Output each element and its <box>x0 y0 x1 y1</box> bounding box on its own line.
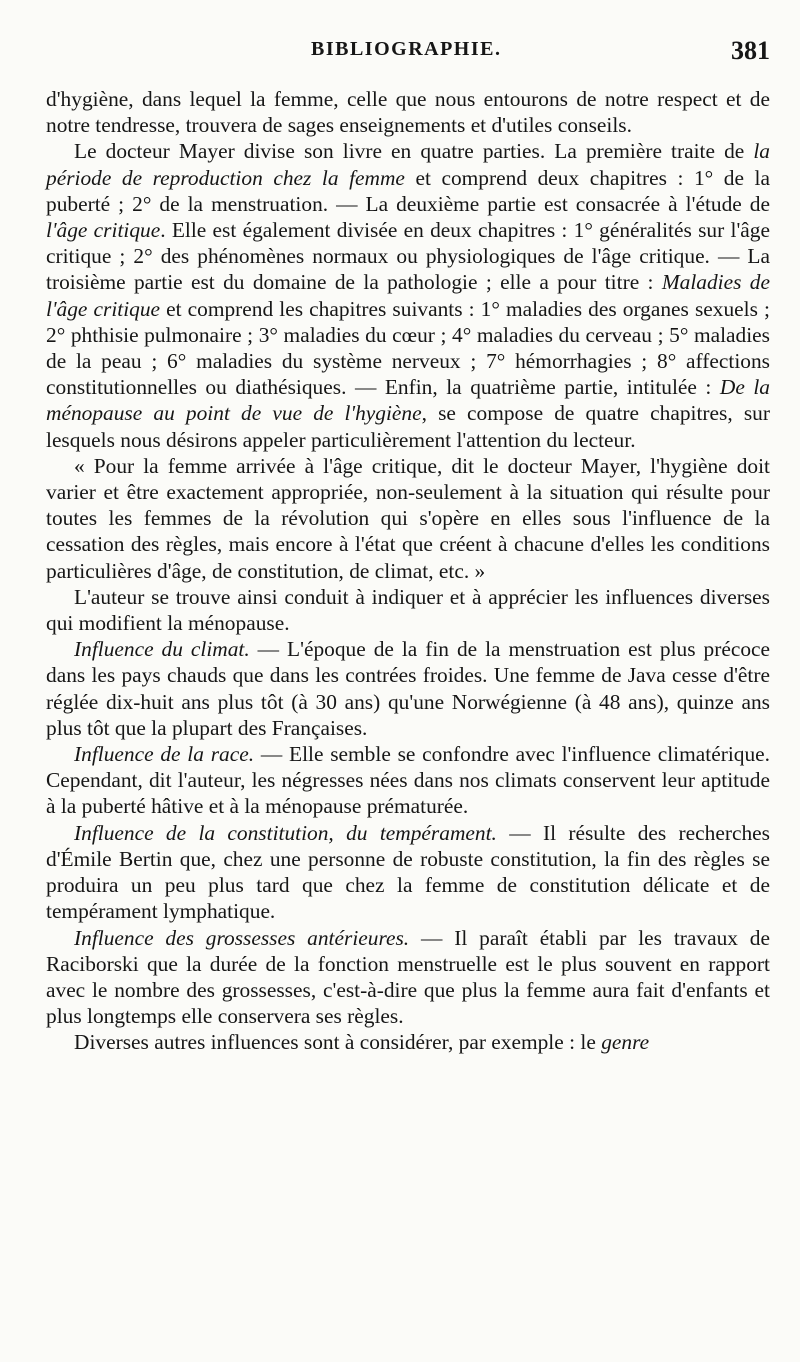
paragraph-text: , se compose de quatre chapitres, sur lesquels nous désirons appeler particulièrement l'attention du lecteur. <box>46 401 770 452</box>
italic-text: Influence de la constitution, du tempérament. <box>74 820 497 845</box>
paragraph <box>46 1029 770 1055</box>
paragraph <box>46 138 770 452</box>
paragraph-text: et comprend deux chapitres : 1° de la puberté ; 2° de la menstruation. — La deuxième partie est consacrée à l'étude de <box>46 165 770 216</box>
paragraph-text: — Il paraît établi par les travaux de Raciborski que la durée de la fonction menstruelle est le plus souvent en rapport avec le nombre des grossesses, c'est-à-dire que plus la femme aura fait d'enfants et plus longtemps elle conservera ses règles. <box>46 925 770 1029</box>
paragraph-text: « Pour la femme arrivée à l'âge critique, dit le docteur Mayer, l'hygiène doit varier et être exactement appropriée, non-seulement à la situation qui résulte pour toutes les femmes de la révolution qui s'opère en elles sous l'influence de la cessation des règles, mais encore à l'état que créent à chacune d'elles les conditions particulières d'âge, de constitution, de climat, etc. » <box>46 453 770 583</box>
italic-text: l'âge critique <box>46 218 161 243</box>
paragraph-text: — L'époque de la fin de la menstruation est plus précoce dans les pays chauds que dans les contrées froides. Une femme de Java cesse d'être réglée dix-huit ans plus tôt (à 30 ans) qu'une Norwégienne (à 48 ans), quinze ans plus tôt que la plupart des Françaises. <box>46 637 771 740</box>
paragraph-text: L'auteur se trouve ainsi conduit à indiquer et à apprécier les influences diverses qui modifient la ménopause. <box>46 584 770 636</box>
paragraph-text: d'hygiène, dans lequel la femme, celle que nous entourons de notre respect et de notre tendresse, trouvera de sages enseignements et d'utiles conseils. <box>46 87 770 138</box>
paragraph <box>46 86 770 138</box>
book-page <box>46 28 770 1056</box>
paragraph-text: Le docteur Mayer divise son livre en quatre parties. La première traite de <box>74 139 754 164</box>
paragraph-text: — Elle semble se confondre avec l'influence climatérique. Cependant, dit l'auteur, les négresses nées dans nos climats conservent leur aptitude à la puberté hâtive et à la ménopause prématurée. <box>46 742 770 819</box>
italic-text: Maladies de l'âge critique <box>46 270 770 321</box>
italic-text: De la ménopause au point de vue de l'hygiène <box>46 375 770 426</box>
paragraph <box>46 584 770 636</box>
paragraph-text: — Il résulte des recherches d'Émile Bertin que, chez une personne de robuste constitution, la fin des règles se produira un peu plus tard que chez la femme de constitution délicate et de tempérament lymphatique. <box>46 820 770 924</box>
paragraph <box>46 820 770 925</box>
italic-text: Influence du climat. <box>74 637 250 662</box>
paragraph <box>46 925 770 1030</box>
paragraph <box>46 636 770 741</box>
italic-text: Influence des grossesses antérieures. <box>74 925 410 950</box>
italic-text: genre <box>601 1030 650 1055</box>
italic-text: Influence de la race. <box>74 742 255 767</box>
paragraph-text: et comprend les chapitres suivants : 1° maladies des organes sexuels ; 2° phthisie pulmonaire ; 3° maladies du cœur ; 4° maladies du cerveau ; 5° maladies de la peau ; 6° maladies du système nerveux ; 7° hémorrhagies ; 8° affections constitutionnelles ou diathésiques. — Enfin, la quatrième partie, intitulée : <box>46 296 770 400</box>
paragraph-text: Diverses autres influences sont à considérer, par exemple : le <box>74 1030 602 1055</box>
paragraph <box>46 453 770 584</box>
italic-text: la période de reproduction chez la femme <box>46 139 770 190</box>
page-header <box>46 28 770 86</box>
paragraph <box>46 741 770 820</box>
page-number: 381 <box>731 36 770 65</box>
running-title: BIBLIOGRAPHIE. <box>311 38 502 60</box>
paragraph-text: . Elle est également divisée en deux chapitres : 1° généralités sur l'âge critique ; 2° des phénomènes normaux ou physiologiques de l'âge critique. — La troisième partie est du domaine de la pathologie ; elle a pour titre : <box>46 218 770 295</box>
body-text <box>46 86 770 1056</box>
